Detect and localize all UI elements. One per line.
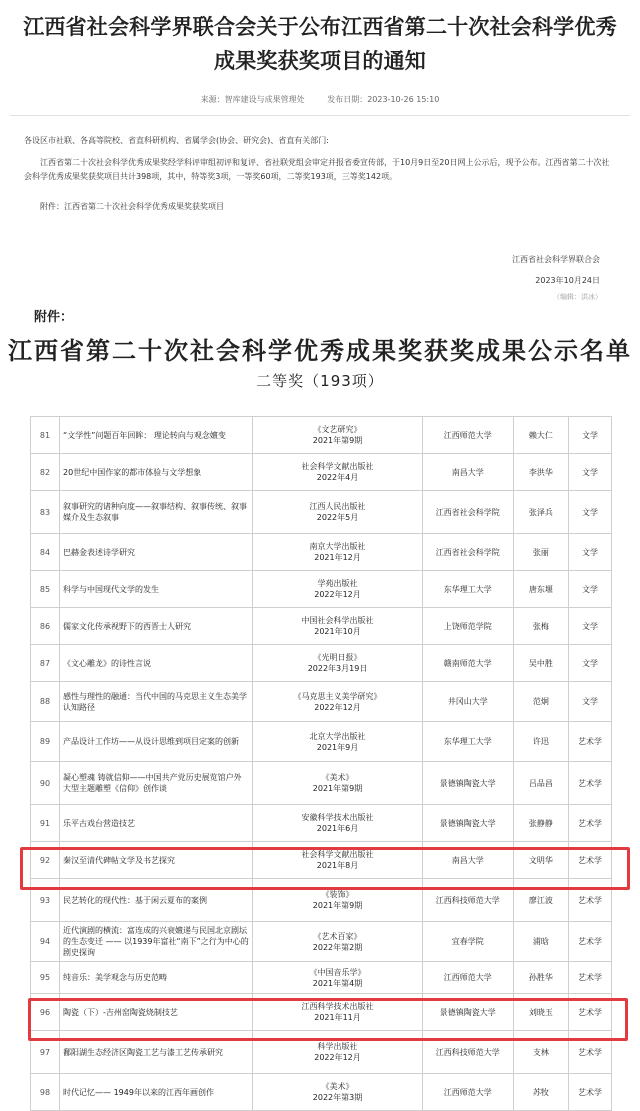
publisher-name: 《光明日报》 — [313, 653, 362, 662]
row-unit: 南昌大学 — [422, 454, 513, 491]
row-number: 84 — [31, 534, 60, 571]
attachment-link[interactable]: 附件：江西省第二十次社会科学优秀成果奖获奖项目 — [40, 202, 224, 211]
publisher-name: 科学出版社 — [317, 1042, 358, 1051]
table-row — [31, 454, 612, 491]
table-row — [31, 645, 612, 682]
row-category: 文学 — [568, 491, 611, 534]
row-category: 艺术学 — [568, 1074, 611, 1111]
publisher-name: 江西科学技术出版社 — [301, 1002, 374, 1011]
row-number: 92 — [31, 842, 60, 879]
publisher-name: 南京大学出版社 — [309, 542, 366, 551]
row-category: 艺术学 — [568, 922, 611, 962]
row-unit: 东华理工大学 — [422, 722, 513, 762]
row-unit: 南昌大学 — [422, 842, 513, 879]
row-author: 张梅 — [513, 608, 568, 645]
row-category: 艺术学 — [568, 805, 611, 842]
publish-date: 2021年8月 — [316, 861, 359, 870]
row-title: 科学与中国现代文学的发生 — [60, 571, 253, 608]
salutation: 各设区市社联、各高等院校、省直科研机构、省属学会(协会、研究会)、省直有关部门: — [24, 136, 329, 145]
notice-title: 江西省社会科学界联合会关于公布江西省第二十次社会科学优秀成果奖获奖项目的通知 — [23, 15, 617, 73]
row-number: 81 — [31, 417, 60, 454]
table-row — [31, 682, 612, 722]
publisher-name: 社会科学文献出版社 — [301, 462, 374, 471]
row-number: 96 — [31, 994, 60, 1031]
row-title: 儒家文化传承视野下的西晋士人研究 — [60, 608, 253, 645]
row-publisher — [253, 645, 422, 682]
publish-time: 发布日期：2023-10-26 15:10 — [327, 95, 440, 104]
row-author: 许迅 — [513, 722, 568, 762]
row-author: 张丽 — [513, 534, 568, 571]
row-publisher — [253, 805, 422, 842]
publish-date: 2022年4月 — [316, 473, 359, 482]
table-row — [31, 805, 612, 842]
table-row — [31, 962, 612, 994]
row-title: “文学性”问题百年回眸： 理论转向与观念嬗变 — [60, 417, 253, 454]
row-author: 文明华 — [513, 842, 568, 879]
attachment-label: 附件： — [34, 310, 74, 325]
row-category: 文学 — [568, 454, 611, 491]
row-title: 乐平古戏台营造技艺 — [60, 805, 253, 842]
row-title: 《文心雕龙》的诗性言说 — [60, 645, 253, 682]
row-title: 20世纪中国作家的都市体验与文学想象 — [60, 454, 253, 491]
publisher-name: 《中国音乐学》 — [309, 967, 366, 977]
row-title: 巴赫金表述诗学研究 — [60, 534, 253, 571]
row-number: 89 — [31, 722, 60, 762]
row-unit: 上饶师范学院 — [422, 608, 513, 645]
publish-date: 2021年第4期 — [312, 978, 363, 988]
row-number: 90 — [31, 762, 60, 805]
row-number: 97 — [31, 1031, 60, 1074]
publish-date: 2022年3月19日 — [307, 664, 368, 673]
row-author: 苏牧 — [513, 1074, 568, 1111]
row-category: 艺术学 — [568, 1031, 611, 1074]
publish-date: 2021年12月 — [314, 553, 361, 562]
row-category: 文学 — [568, 645, 611, 682]
table-row — [31, 922, 612, 962]
highlight-box-row-97 — [28, 998, 628, 1041]
row-category: 文学 — [568, 571, 611, 608]
publish-date: 2022年5月 — [316, 513, 359, 522]
row-category: 艺术学 — [568, 722, 611, 762]
publish-date: 2022年12月 — [314, 702, 361, 712]
table-row — [31, 491, 612, 534]
row-title: 近代演剧的横流：富连成的兴衰嬗递与民国北京剧坛的生态变迁 —— 以1939年富社“南下”之行为中心的剧史探询 — [60, 922, 253, 962]
row-unit: 景德镇陶瓷大学 — [422, 805, 513, 842]
list-title: 江西省第二十次社会科学优秀成果奖获奖成果公示名单 — [8, 337, 632, 365]
row-category: 文学 — [568, 608, 611, 645]
row-title: 民艺转化的现代性：基于闲云夏布的案例 — [60, 879, 253, 922]
publish-date: 2022年第2期 — [312, 942, 363, 952]
row-number: 93 — [31, 879, 60, 922]
row-author: 浦晗 — [513, 922, 568, 962]
editor-note: （编辑：洪冰） — [553, 293, 602, 301]
table-row — [31, 762, 612, 805]
row-title: 时代记忆—— 1949年以来的江西年画创作 — [60, 1074, 253, 1111]
table-row — [31, 417, 612, 454]
row-category: 文学 — [568, 534, 611, 571]
publisher-name: 北京大学出版社 — [309, 731, 366, 741]
row-category: 艺术学 — [568, 994, 611, 1031]
notice-paragraph: 江西省第二十次社会科学优秀成果奖经学科评审组初评和复评、省社联党组会审定并报省委宣传部，于10月9日至20日网上公示后，现予公布。江西省第二十次社会科学优秀成果奖获奖项目共计398项，其中，特等奖3项，一等奖60项，二等奖193项，三等奖142项。 — [24, 158, 610, 181]
row-number: 94 — [31, 922, 60, 962]
row-number: 82 — [31, 454, 60, 491]
publisher-name: 《马克思主义美学研究》 — [293, 691, 382, 701]
row-title: 凝心塑魂 铸就信仰——中国共产党历史展览馆户外大型主题雕塑《信仰》创作谈 — [60, 762, 253, 805]
row-number: 85 — [31, 571, 60, 608]
publisher-name: 江西人民出版社 — [309, 502, 366, 511]
row-author: 刘晓玉 — [513, 994, 568, 1031]
signer: 江西省社会科学界联合会 — [512, 255, 600, 264]
row-number: 95 — [31, 962, 60, 994]
publish-date: 2021年10月 — [314, 627, 361, 636]
row-author: 范炯 — [513, 682, 568, 722]
table-row — [31, 1074, 612, 1111]
table-row — [31, 608, 612, 645]
publish-date: 2021年第9期 — [312, 784, 363, 793]
row-publisher — [253, 762, 422, 805]
row-unit: 赣南师范大学 — [422, 645, 513, 682]
row-title: 陶瓷（下）-吉州窑陶瓷烧制技艺 — [60, 994, 253, 1031]
row-number: 86 — [31, 608, 60, 645]
publisher-name: 《美术》 — [321, 1082, 354, 1091]
row-publisher — [253, 417, 422, 454]
publisher-name: 《美术》 — [321, 773, 354, 782]
row-unit: 江西省社会科学院 — [422, 534, 513, 571]
row-publisher — [253, 571, 422, 608]
divider — [10, 115, 630, 116]
row-publisher — [253, 962, 422, 994]
publish-date: 2022年第3期 — [312, 1093, 363, 1102]
notice-meta — [0, 94, 640, 105]
row-title: 鄱阳湖生态经济区陶瓷工艺与漆工艺传承研究 — [60, 1031, 253, 1074]
row-author: 李洪华 — [513, 454, 568, 491]
row-category: 艺术学 — [568, 762, 611, 805]
row-title: 秦汉至清代碑帖文学及书艺探究 — [60, 842, 253, 879]
publisher-name: 中国社会科学出版社 — [301, 616, 374, 625]
publish-date: 2021年6月 — [316, 824, 359, 833]
row-title: 叙事研究的诸种向度——叙事结构、叙事传统、叙事媒介及生态叙事 — [60, 491, 253, 534]
row-unit: 景德镇陶瓷大学 — [422, 994, 513, 1031]
publisher-name: 《文艺研究》 — [313, 425, 362, 434]
row-author: 吴中胜 — [513, 645, 568, 682]
sign-date: 2023年10月24日 — [535, 276, 600, 285]
highlight-box-row-93 — [20, 847, 630, 890]
publish-date: 2022年12月 — [314, 1053, 361, 1062]
row-author: 孙胜华 — [513, 962, 568, 994]
row-publisher — [253, 534, 422, 571]
row-unit: 东华理工大学 — [422, 571, 513, 608]
section-title: 二等奖（193项） — [256, 372, 384, 390]
source-label: 来源：智库建设与成果管理处 — [200, 95, 305, 104]
row-number: 88 — [31, 682, 60, 722]
publisher-name: 《装饰》 — [321, 890, 354, 899]
row-category: 艺术学 — [568, 842, 611, 879]
row-category: 文学 — [568, 682, 611, 722]
publisher-name: 《艺术百家》 — [313, 931, 362, 941]
row-publisher — [253, 608, 422, 645]
row-category: 文学 — [568, 417, 611, 454]
row-number: 87 — [31, 645, 60, 682]
row-publisher — [253, 722, 422, 762]
row-number: 83 — [31, 491, 60, 534]
publisher-name: 安徽科学技术出版社 — [301, 813, 374, 822]
row-author: 张静静 — [513, 805, 568, 842]
row-category: 艺术学 — [568, 879, 611, 922]
row-unit: 井冈山大学 — [422, 682, 513, 722]
publish-date: 2021年9月 — [316, 742, 359, 752]
row-publisher — [253, 682, 422, 722]
publish-date: 2021年11月 — [314, 1013, 361, 1022]
row-author: 赖大仁 — [513, 417, 568, 454]
row-title: 产品设计工作坊——从设计思维到项目定案的创新 — [60, 722, 253, 762]
publish-date: 2021年第9期 — [312, 901, 363, 910]
row-unit: 宜春学院 — [422, 922, 513, 962]
row-author: 廖江波 — [513, 879, 568, 922]
row-category: 艺术学 — [568, 962, 611, 994]
row-publisher — [253, 1074, 422, 1111]
row-author: 支林 — [513, 1031, 568, 1074]
row-unit: 江西省社会科学院 — [422, 491, 513, 534]
row-author: 张泽兵 — [513, 491, 568, 534]
row-unit: 江西师范大学 — [422, 417, 513, 454]
row-publisher — [253, 454, 422, 491]
row-unit: 江西科技师范大学 — [422, 879, 513, 922]
publisher-name: 学苑出版社 — [317, 579, 358, 588]
row-publisher — [253, 922, 422, 962]
row-author: 唐东堰 — [513, 571, 568, 608]
row-unit: 江西师范大学 — [422, 1074, 513, 1111]
row-publisher — [253, 491, 422, 534]
row-author: 吕品昌 — [513, 762, 568, 805]
row-number: 98 — [31, 1074, 60, 1111]
row-unit: 景德镇陶瓷大学 — [422, 762, 513, 805]
row-title: 纯音乐：美学观念与历史范畴 — [60, 962, 253, 994]
publish-date: 2022年12月 — [314, 590, 361, 599]
row-unit: 江西师范大学 — [422, 962, 513, 994]
row-title: 感性与理性的融通：当代中国的马克思主义生态美学认知路径 — [60, 682, 253, 722]
publish-date: 2021年第9期 — [312, 436, 363, 445]
row-unit: 江西科技师范大学 — [422, 1031, 513, 1074]
publisher-name: 社会科学文献出版社 — [301, 850, 374, 859]
table-row — [31, 534, 612, 571]
table-row — [31, 722, 612, 762]
table-row — [31, 571, 612, 608]
row-number: 91 — [31, 805, 60, 842]
